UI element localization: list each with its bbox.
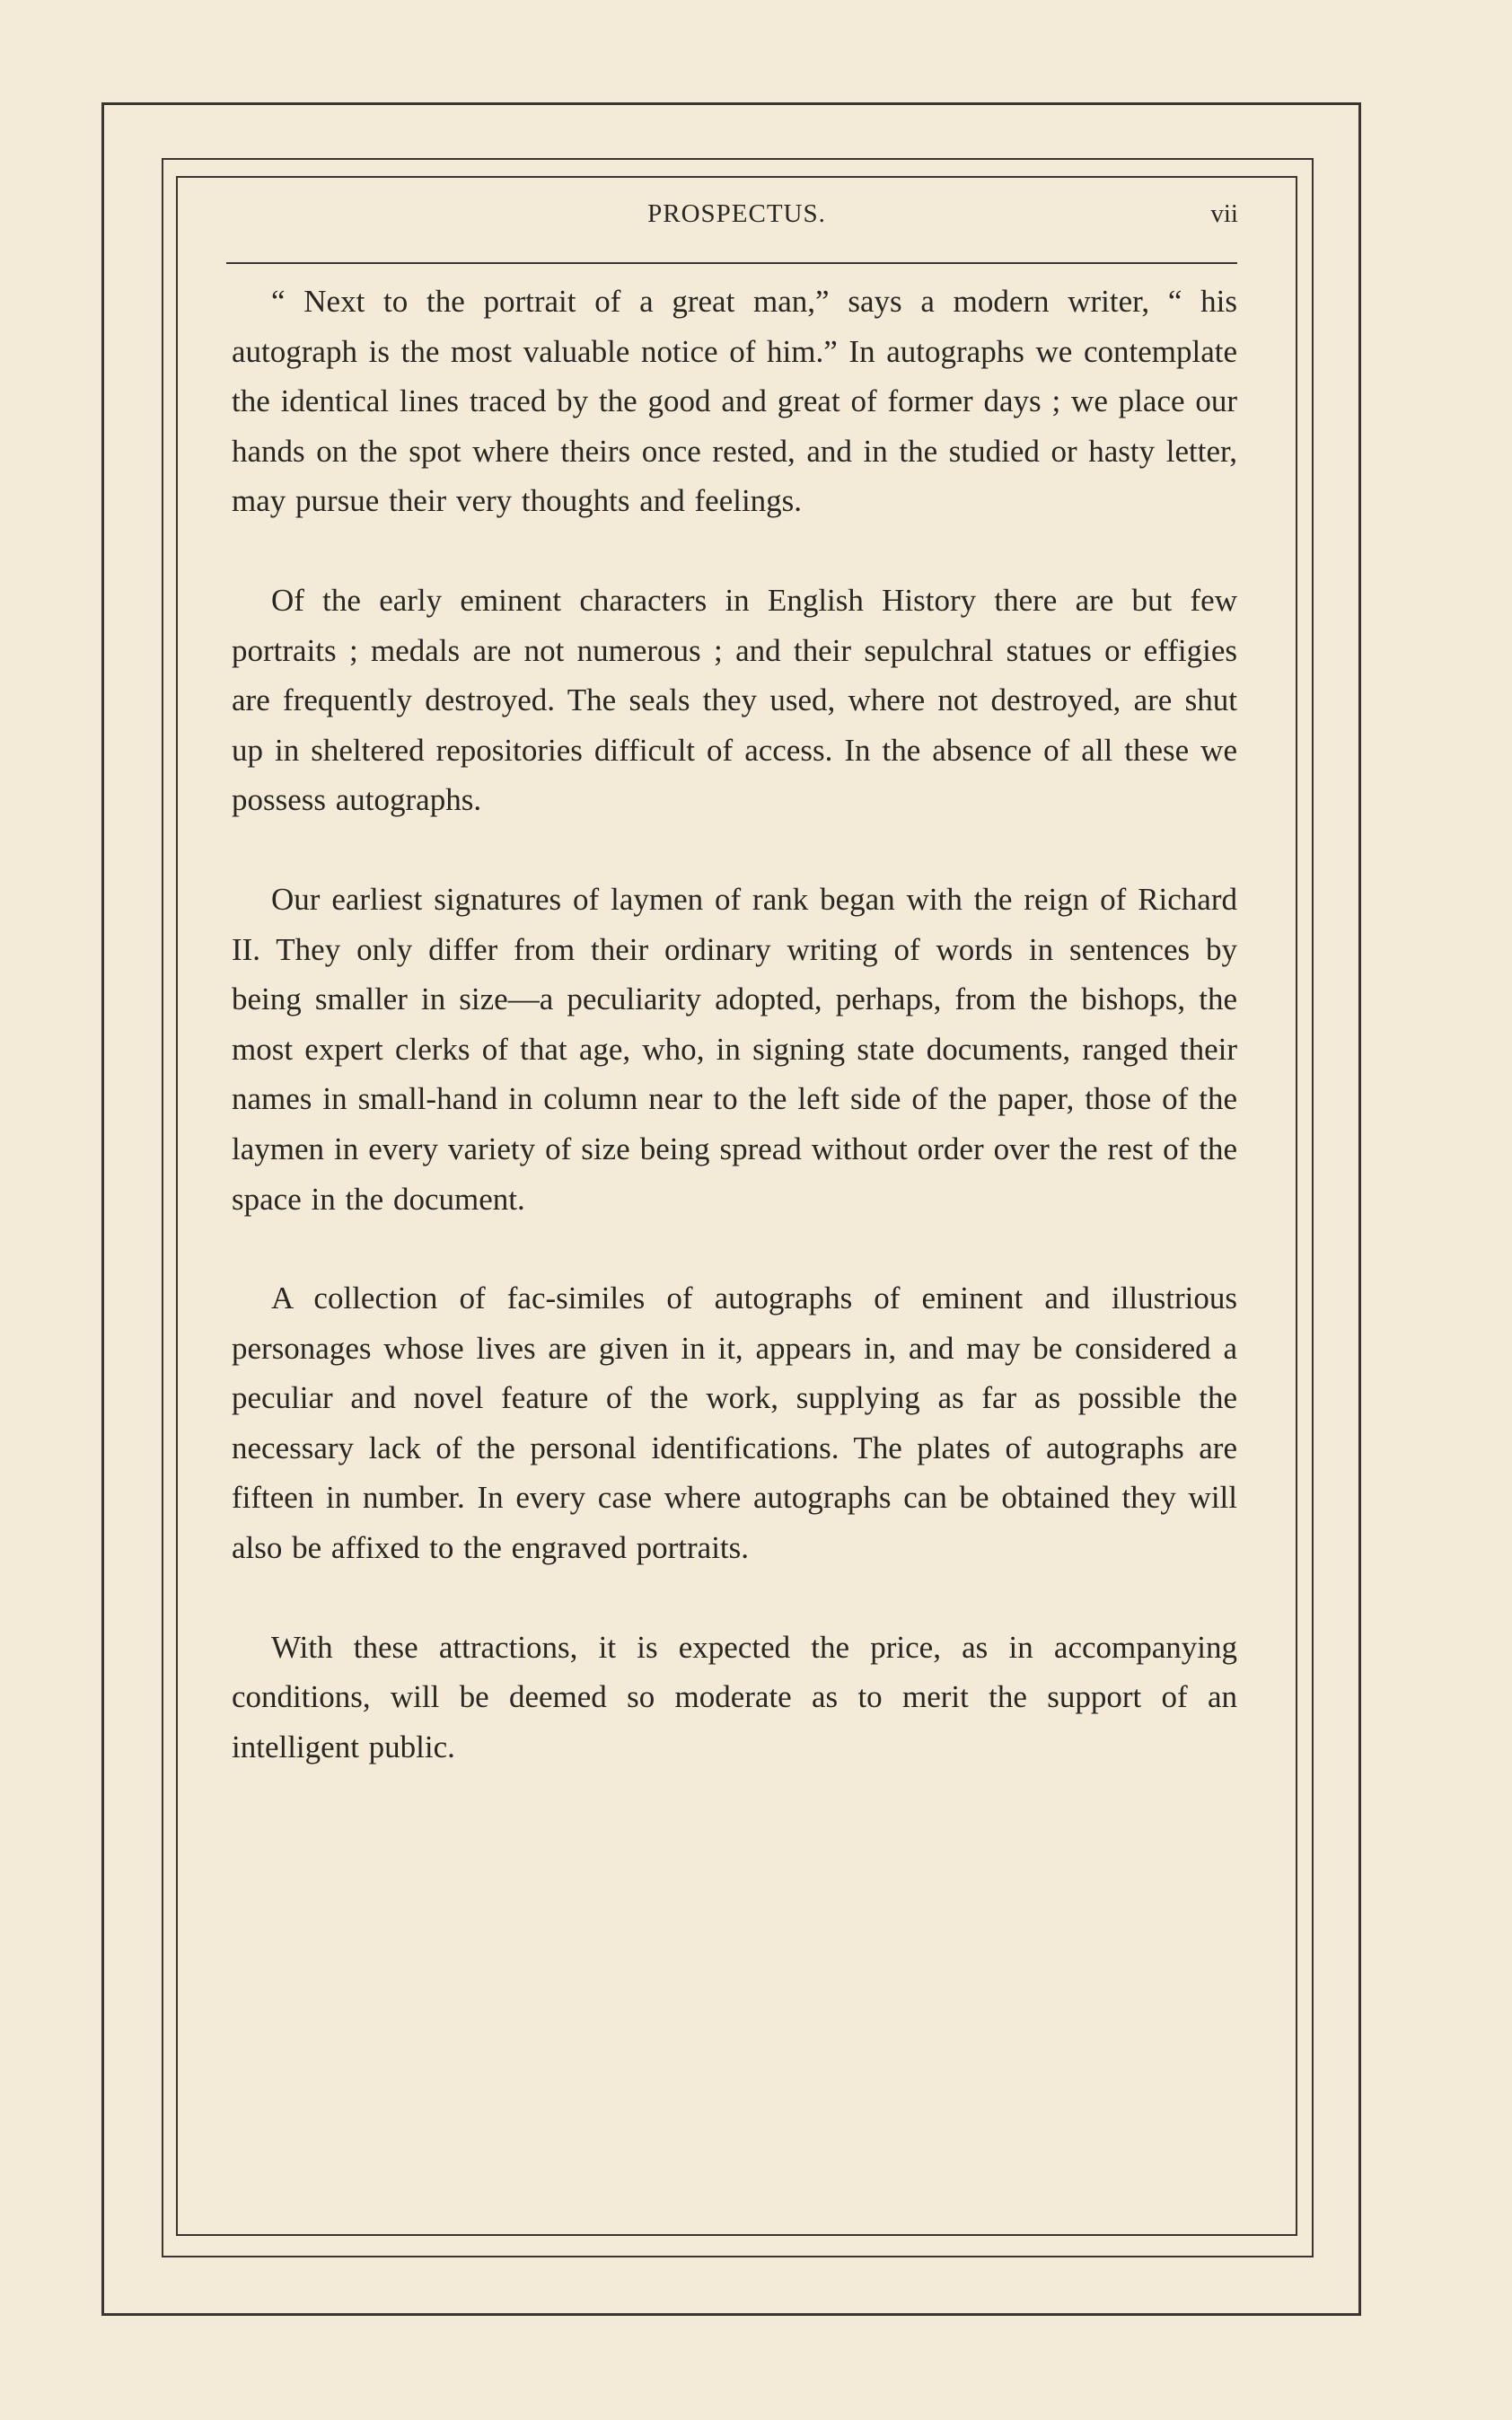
- body-text: [232, 277, 1237, 1821]
- paragraph-fac-similes: A collection of fac-similes of autographs of eminent and illustrious personages whose lives are given in it, appears in, and may be considered a peculiar and novel feature of the work, supplying as far as possible the necessary lack of the personal identifications. The plates of autographs are fifteen in number. In every case where autographs can be obtained they will also be affixed to the engraved portraits.: [232, 1280, 1237, 1566]
- header-rule: [226, 262, 1237, 264]
- page-title: PROSPECTUS.: [647, 199, 826, 228]
- paragraph-autograph-value: “ Next to the portrait of a great man,” says a modern writer, “ his autograph is the most valuable notice of him.” In autographs we contemplate the identical lines traced by the good and great of former days ; we place our hands on the spot where theirs once rested, and in the studied or hasty letter, may pursue their very thoughts and feelings.: [232, 284, 1237, 519]
- page-number: vii: [1210, 199, 1238, 228]
- paragraph-attractions: With these attractions, it is expected the price, as in accompanying conditions, will be deemed so moderate as to merit the support of an intelligent public.: [232, 1629, 1237, 1764]
- paragraph-early-characters: Of the early eminent characters in English History there are but few portraits ; medals are not numerous ; and their sepulchral statues or effigies are frequently destroyed. The seals they used, where not destroyed, are shut up in sheltered repositories difficult of access. In the absence of all these we possess autographs.: [232, 582, 1237, 818]
- running-head: [176, 199, 1297, 241]
- paragraph-earliest-signatures: Our earliest signatures of laymen of rank began with the reign of Richard II. They only differ from their ordinary writing of words in sentences by being smaller in size—a peculiarity adopted, perhaps, from the bishops, the most expert clerks of that age, who, in signing state documents, ranged their names in small-hand in column near to the left side of the paper, those of the laymen in every variety of size being spread without order over the rest of the space in the document.: [232, 881, 1237, 1217]
